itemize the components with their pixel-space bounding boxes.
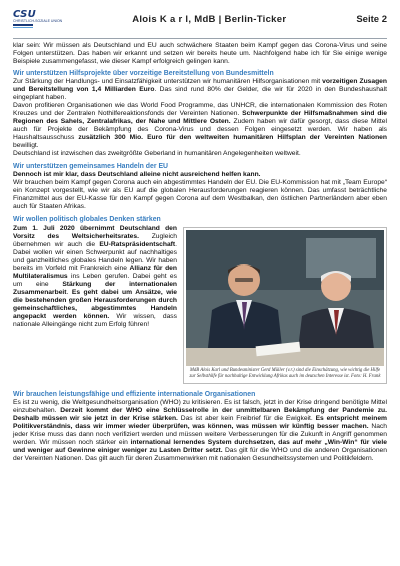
paragraph-team-europe: Wir brauchen beim Kampf gegen Corona auch ein abgestimmtes Handeln der EU. Die EU-Kommission hat mit „Team Europe“ ein Konzept vorgestellt, wie wir als EU auf die globalen Herausforderungen reagieren können. Das umfasst beträchtliche Finanzmittel aus der EU-Kasse für den Kampf gegen Corona auf dem Westbalkan, den östlichen Partnerländern aber eben auch für Staaten Afrikas. bbox=[13, 179, 387, 210]
section-heading-hilfsprojekte: Wir unterstützen Hilfsprojekte über vorzeitige Bereitstellung von Bundesmitteln bbox=[13, 70, 274, 77]
logo-stripes bbox=[13, 24, 62, 28]
paragraph-bundesmittel: Zur Stärkung der Handlungs- und Einsatzfähigkeit unterstützen wir humanitären Hilfsorganisationen mit vorzeitigen Zusagen und Bereitstellung von 1,4 Milliarden Euro. Das sind rund 80% der Gelder, die wir für 2020 in den Bundeshaushalt eingeplant haben. bbox=[13, 78, 387, 101]
photo-caption: MdB Alois Karl und Bundesminister Gerd Müller (v.r.) sind die Einschätzung, wie wichtig die Hilfe zur Selbsthilfe für nachhaltige Entwicklung Afrikas auch im deutschen Interesse ist. Foto: H. Frank bbox=[189, 368, 381, 379]
csu-logo bbox=[13, 10, 62, 29]
section-heading-globales-denken: Wir wollen politisch globales Denken stärken bbox=[13, 216, 161, 223]
logo-subtitle: CHRISTLICH-SOZIALE UNION bbox=[13, 18, 63, 23]
page-number: Seite 2 bbox=[356, 13, 387, 25]
page-title: Alois K a r l, MdB | Berlin-Ticker bbox=[132, 13, 287, 25]
meeting-photo bbox=[186, 230, 384, 366]
section-globales-denken bbox=[13, 225, 387, 386]
logo-text: CSU bbox=[13, 8, 36, 20]
page-header bbox=[13, 0, 387, 39]
section-heading-organisationen: Wir brauchen leistungsfähige und effiziente internationale Organisationen bbox=[13, 391, 256, 398]
article-body bbox=[13, 39, 387, 463]
paragraph-organisationen: Davon profitieren Organisationen wie das World Food Programme, das UNHCR, die internationalen Kommission des Roten Kreuzes und der Zentralen Nothilfereaktionsfonds der Vereinten Nationen. Schwerpunkte der Hilfsmaßnahmen sind die Regionen des Sahels, Zentralafrikas, der Nahe und Mittlere Osten. Zudem haben wir dafür gesorgt, dass diese Mittel auch für Projekte der Bekämpfung des Corona-Virus und dessen Folgen eingesetzt werden. Wir haben als Haushaltsausschuss zusätzlich 300 Mio. Euro für den weltweiten humanitären Hilfsplan der Vereinten Nationen bewilligt. bbox=[13, 102, 387, 149]
paragraph-sicherheitsrat: Zum 1. Juli 2020 übernimmt Deutschland den Vorsitz des Weltsicherheitsrates. Zugleich übernehmen wir auch die EU-Ratspräsidentschaft. Dabei wollen wir einen Schwerpunkt auf nachhaltiges und ganzheitliches globales Handeln legen. Wir haben bereits im Vorfeld mit Frankreich eine Allianz für den Multilateralismus ins Leben gerufen. Dabei geht es um eine Stärkung der internationalen Zusammenarbeit. Es geht dabei um Ansätze, wie die bestehenden großen Herausforderungen durch gemeinschaftliches, abgestimmtes Handeln angepackt werden können. Wir wissen, dass nationale Alleingänge nicht zum Erfolg führen! bbox=[13, 225, 177, 328]
photo-figure bbox=[183, 227, 387, 384]
paragraph-geberland: Deutschland ist inzwischen das zweitgrößte Geberland in humanitären Angelegenheiten weltweit. bbox=[13, 150, 301, 157]
meeting-photo-illustration bbox=[186, 230, 384, 366]
paragraph-eu-lead: Dennoch ist mir klar, dass Deutschland alleine nicht ausreichend helfen kann. bbox=[13, 171, 261, 178]
paragraph-who: Es ist zu wenig, die Weltgesundheitsorganisation (WHO) zu kritisieren. Es ist falsch, jetzt in der Krise dringend benötigte Mittel einzubehalten. Derzeit kommt der WHO eine Schlüsselrolle in der unmittelbaren Bekämpfung der Pandemie zu. Deshalb müssen wir sie jetzt in der Krise stärken. Das ist aber kein Freibrief für die Ewigkeit. Es entspricht meinem Politikverständnis, dass wir immer wieder überprüfen, was können, was müssen wir künftig besser machen. Nach jeder Krise muss das dann noch verifiziert werden und müssen weitere Verbesserungen für die Zukunft in Angriff genommen werden. Wir müssen noch stärker ein international lernendes System durchsetzen, das auf mehr „Win-Win“ für viele und weniger auf Gewinne einiger weniger zu Lasten Dritter setzt. Das gilt für die WHO und die anderen Organisationen der Vereinten Nationen. Das gilt auch für deren Zusammenwirken mit nationalen Gesundheitssystemen und Politikfeldern. bbox=[13, 399, 387, 462]
section-heading-eu: Wir unterstützen gemeinsames Handeln der EU bbox=[13, 163, 169, 170]
intro-paragraph: klar sein: Wir müssen als Deutschland und EU auch schwächere Staaten beim Kampf gegen das Corona-Virus und seine Folgen unterstützen. Das haben wir erkannt und setzen wir bereits heute um. Nachfolgend habe ich für Sie einige wenige Beispiele zusammengefasst, wie dieser Kampf erfolgreich gelingen kann. bbox=[13, 42, 387, 65]
